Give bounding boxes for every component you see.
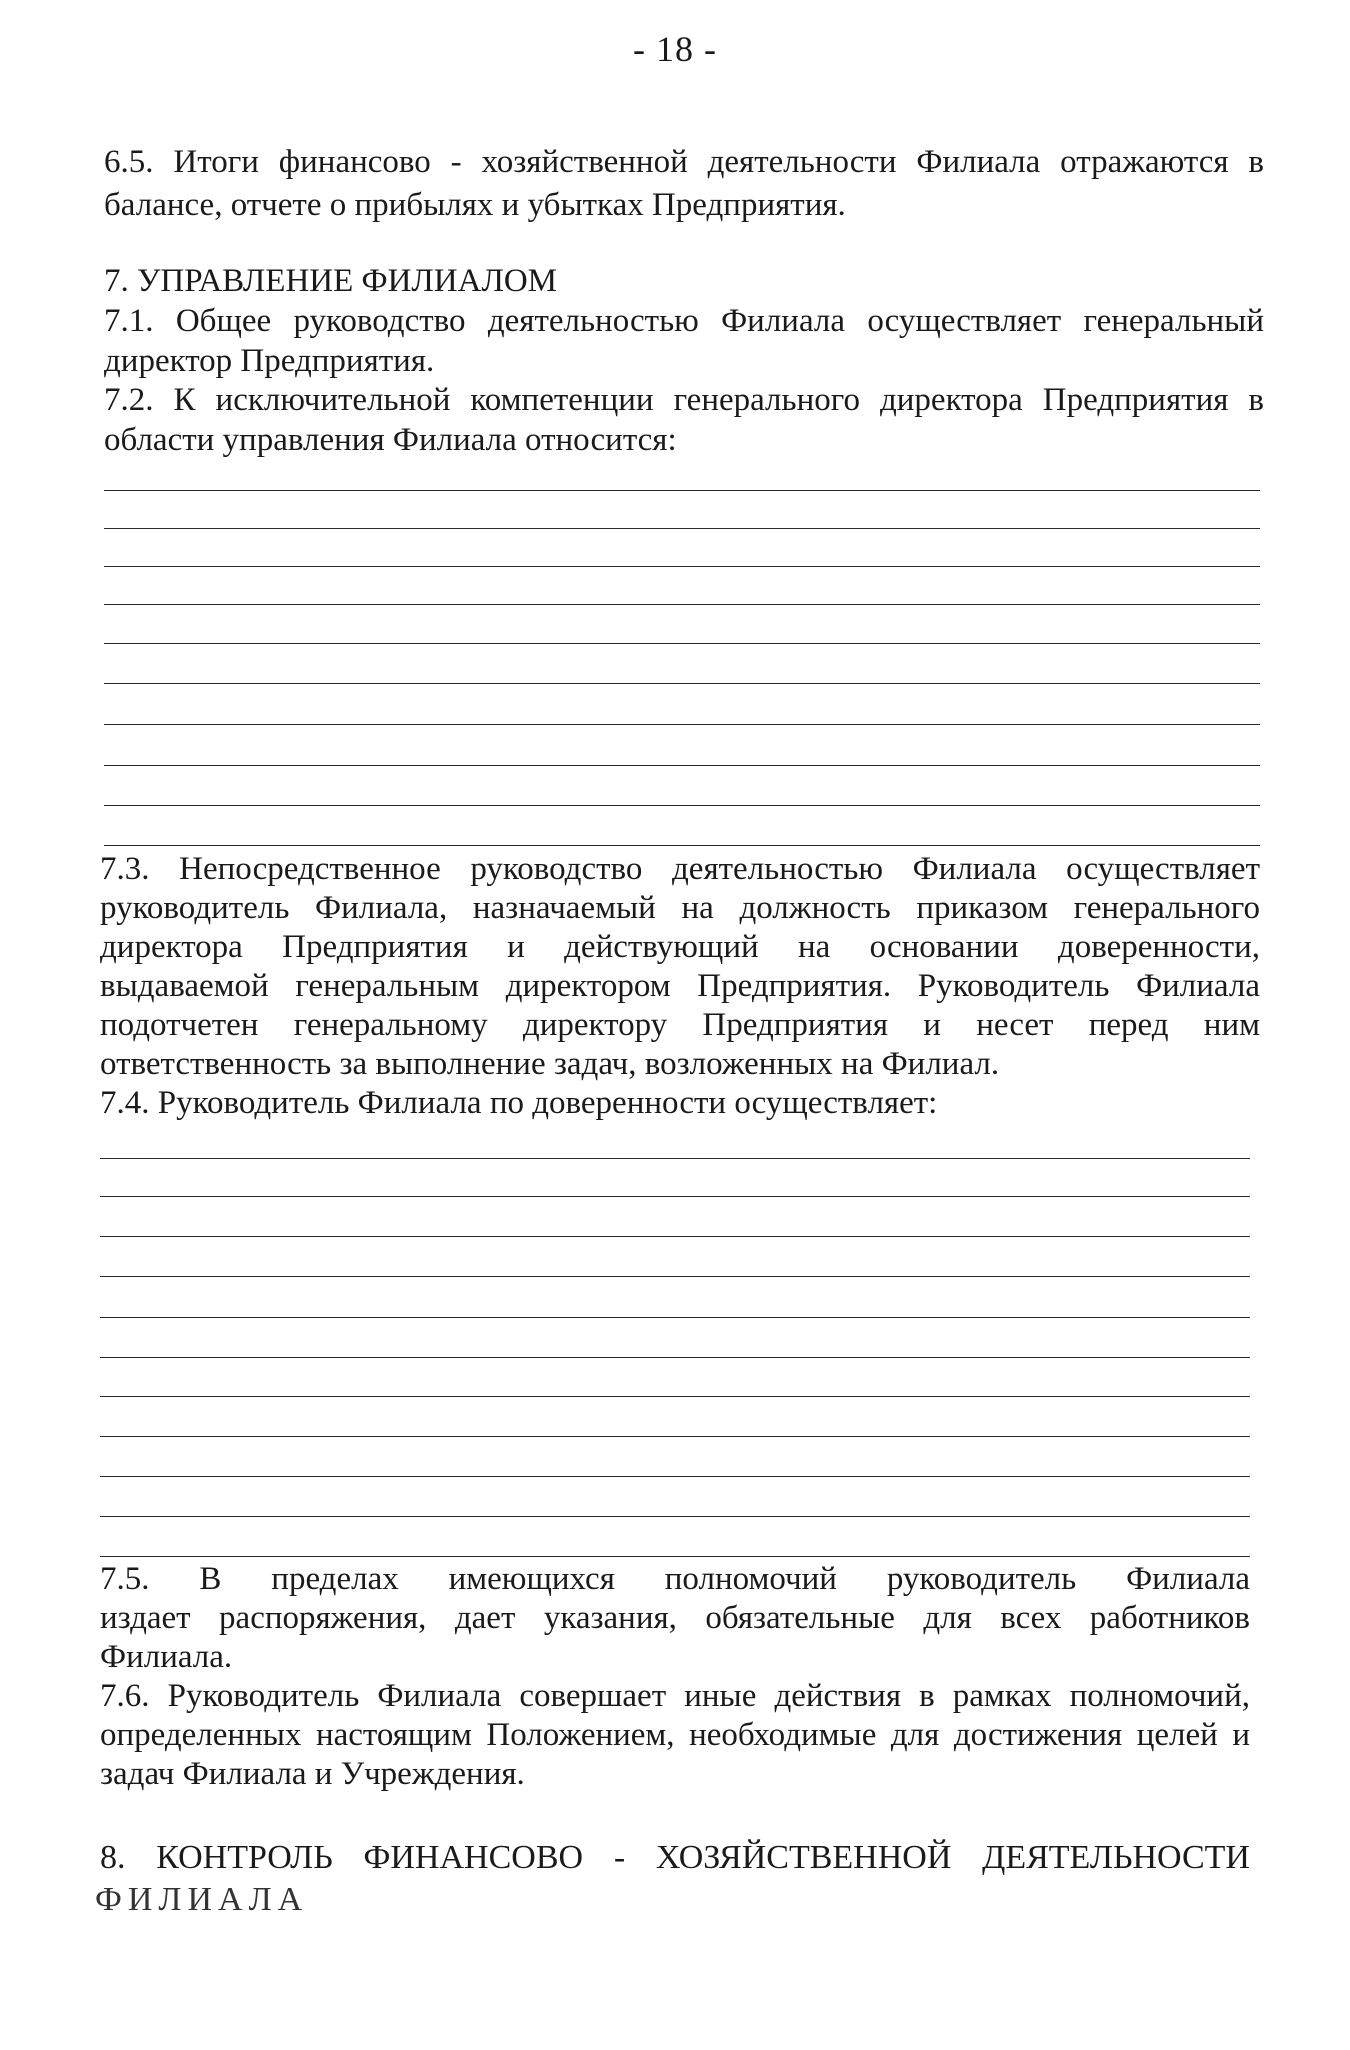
paragraph-6-5-line-1: 6.5. Итоги финансово - хозяйственной деятельности Филиала отражаются в [104,144,1264,180]
paragraph-7-5-line-3: Филиала. [100,1639,233,1675]
blank-fill-line [104,643,1260,644]
paragraph-7-3-line-3: директора Предприятия и действующий на основании доверенности, [100,929,1260,965]
section-8-heading-cut-line: ФИЛИАЛА [95,1881,309,1918]
paragraph-7-6-line-2: определенных настоящим Положением, необходимые для достижения целей и [100,1717,1250,1753]
blank-fill-line [100,1196,1250,1197]
blank-fill-line [100,1436,1250,1437]
blank-fill-line [100,1236,1250,1237]
paragraph-7-6-line-1: 7.6. Руководитель Филиала совершает иные действия в рамках полномочий, [100,1678,1250,1714]
blank-fill-line [104,528,1260,529]
blank-fill-line [104,724,1260,725]
paragraph-7-4: 7.4. Руководитель Филиала по доверенности осуществляет: [100,1085,938,1121]
blank-fill-line [100,1276,1250,1277]
paragraph-7-5-line-2: издает распоряжения, дает указания, обязательные для всех работников [100,1600,1250,1636]
paragraph-7-3-line-4: выдаваемой генеральным директором Предприятия. Руководитель Филиала [100,968,1260,1004]
blank-fill-line [104,765,1260,766]
paragraph-7-1-line-1: 7.1. Общее руководство деятельностью Филиала осуществляет генеральный [104,303,1264,339]
blank-fill-line [100,1516,1250,1517]
paragraph-7-2-line-2: области управления Филиала относится: [104,422,677,458]
blank-fill-line [100,1317,1250,1318]
blank-fill-line [100,1476,1250,1477]
page-number: - 18 - [633,29,717,69]
section-8-heading: 8. КОНТРОЛЬ ФИНАНСОВО - ХОЗЯЙСТВЕННОЙ ДЕЯТЕЛЬНОСТИ [100,1839,1250,1876]
paragraph-7-3-line-2: руководитель Филиала, назначаемый на должность приказом генерального [100,890,1260,926]
blank-fill-line [100,1357,1250,1358]
blank-fill-line [104,490,1260,491]
blank-fill-line [104,845,1260,846]
blank-fill-line [104,683,1260,684]
paragraph-7-2-line-1: 7.2. К исключительной компетенции генерального директора Предприятия в [104,382,1264,418]
paragraph-7-5-line-1: 7.5. В пределах имеющихся полномочий руководитель Филиала [100,1561,1250,1597]
blank-fill-line [100,1556,1250,1557]
blank-fill-line [104,566,1260,567]
blank-fill-line [104,604,1260,605]
blank-fill-line [100,1396,1250,1397]
blank-fill-line [100,1158,1250,1159]
paragraph-7-3-line-6: ответственность за выполнение задач, возложенных на Филиал. [100,1046,1000,1082]
paragraph-7-1-line-2: директор Предприятия. [104,343,435,379]
paragraph-7-3-line-5: подотчетен генеральному директору Предприятия и несет перед ним [100,1007,1260,1043]
blank-fill-line [104,805,1260,806]
paragraph-6-5-line-2: балансе, отчете о прибылях и убытках Предприятия. [104,187,846,223]
paragraph-7-3-line-1: 7.3. Непосредственное руководство деятельностью Филиала осуществляет [100,851,1260,887]
section-7-heading: 7. УПРАВЛЕНИЕ ФИЛИАЛОМ [104,263,558,299]
paragraph-7-6-line-3: задач Филиала и Учреждения. [100,1756,525,1792]
